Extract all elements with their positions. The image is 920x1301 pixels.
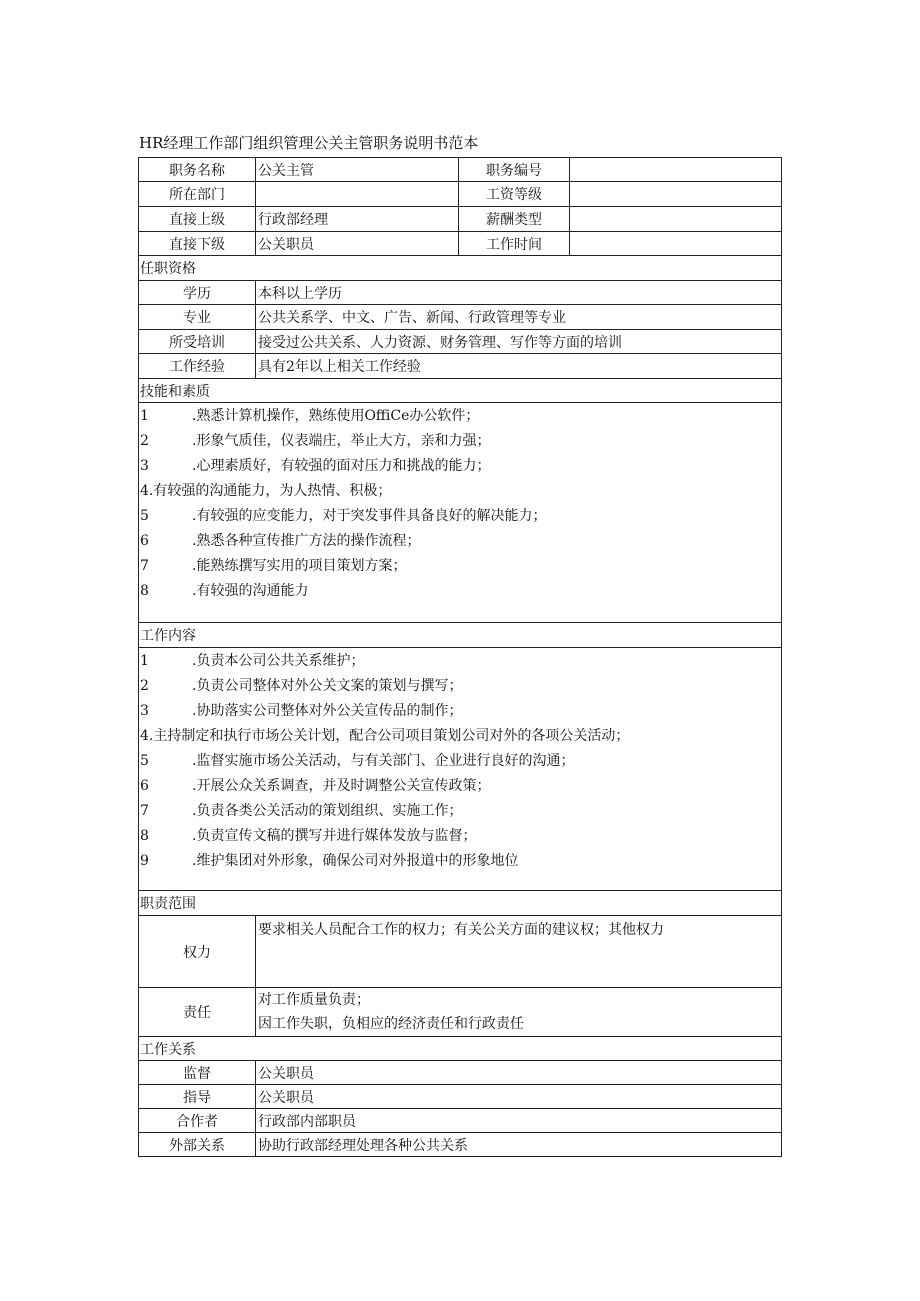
qualification-value: 接受过公共关系、人力资源、财务管理、写作等方面的培训 — [256, 330, 782, 354]
relation-label: 指导 — [139, 1085, 256, 1109]
list-item: 8 .负责宣传文稿的撰写并进行媒体发放与监督； — [140, 828, 477, 844]
basic-value — [256, 182, 459, 207]
list-item: 5 .有较强的应变能力，对于突发事件具备良好的解决能力； — [140, 508, 547, 524]
list-item: 7 .能熟练撰写实用的项目策划方案； — [140, 558, 407, 574]
basic-row — [139, 207, 782, 232]
qualification-label: 学历 — [139, 281, 256, 305]
relation-value: 公关职员 — [256, 1061, 782, 1085]
relation-row — [139, 1109, 782, 1133]
basic-value: 行政部经理 — [256, 207, 459, 232]
relation-label: 外部关系 — [139, 1133, 256, 1157]
job-description-table — [138, 157, 782, 1157]
responsibility-value — [256, 988, 782, 1037]
basic-label: 薪酬类型 — [459, 207, 570, 232]
qualification-label: 工作经验 — [139, 354, 256, 379]
list-item: 6 .开展公众关系调查，并及时调整公关宣传政策； — [140, 778, 491, 794]
list-item: 2 .形象气质佳，仪表端庄，举止大方，亲和力强； — [140, 433, 491, 449]
page-title: HR经理工作部门组织管理公关主管职务说明书范本 — [139, 134, 479, 152]
basic-value: 公关主管 — [256, 158, 459, 182]
basic-label: 工作时间 — [459, 232, 570, 256]
section-skills: 技能和素质 — [139, 379, 782, 403]
relation-label: 监督 — [139, 1061, 256, 1085]
power-value: 要求相关人员配合工作的权力；有关公关方面的建议权；其他权力 — [256, 916, 782, 988]
list-item: 7 .负责各类公关活动的策划组织、实施工作； — [140, 803, 463, 819]
section-duties: 工作内容 — [139, 623, 782, 648]
basic-label: 直接上级 — [139, 207, 256, 232]
qualification-row — [139, 354, 782, 379]
list-item: 6 .熟悉各种宣传推广方法的操作流程； — [140, 533, 421, 549]
list-item: 9 .维护集团对外形象，确保公司对外报道中的形象地位 — [140, 853, 519, 869]
list-item: 4.有较强的沟通能力，为人热情、积极； — [140, 483, 392, 499]
list-item: 5 .监督实施市场公关活动，与有关部门、企业进行良好的沟通； — [140, 753, 575, 769]
responsibility-line: 因工作失职，负相应的经济责任和行政责任 — [258, 1016, 524, 1032]
basic-label: 直接下级 — [139, 232, 256, 256]
section-scope: 职责范围 — [139, 891, 782, 916]
basic-value — [570, 158, 782, 182]
basic-row — [139, 158, 782, 182]
qualification-row — [139, 281, 782, 305]
relation-label: 合作者 — [139, 1109, 256, 1133]
basic-row — [139, 182, 782, 207]
basic-value — [570, 182, 782, 207]
basic-value — [570, 232, 782, 256]
qualification-label: 所受培训 — [139, 330, 256, 354]
duties-list — [139, 648, 782, 891]
list-item: 4.主持制定和执行市场公关计划，配合公司项目策划公司对外的各项公关活动； — [140, 728, 630, 744]
list-item: 2 .负责公司整体对外公关文案的策划与撰写； — [140, 678, 463, 694]
responsibility-line: 对工作质量负责； — [258, 992, 370, 1008]
qualification-row — [139, 305, 782, 330]
relation-row — [139, 1061, 782, 1085]
qualification-value: 本科以上学历 — [256, 281, 782, 305]
list-item: 1 .负责本公司公共关系维护； — [140, 653, 365, 669]
section-qualifications: 任职资格 — [139, 256, 782, 281]
section-relations: 工作关系 — [139, 1037, 782, 1061]
qualification-row — [139, 330, 782, 354]
responsibility-label: 责任 — [139, 988, 256, 1037]
list-item: 3 .协助落实公司整体对外公关宣传品的制作； — [140, 703, 463, 719]
basic-label: 职务编号 — [459, 158, 570, 182]
relation-value: 行政部内部职员 — [256, 1109, 782, 1133]
basic-label: 工资等级 — [459, 182, 570, 207]
basic-label: 所在部门 — [139, 182, 256, 207]
power-label: 权力 — [139, 916, 256, 988]
list-item: 1 .熟悉计算机操作，熟练使用OffiCe办公软件； — [140, 408, 480, 424]
skills-list — [139, 403, 782, 623]
relation-value: 协助行政部经理处理各种公共关系 — [256, 1133, 782, 1157]
basic-value — [570, 207, 782, 232]
qualification-value: 具有2年以上相关工作经验 — [256, 354, 782, 379]
basic-row — [139, 232, 782, 256]
qualification-value: 公共关系学、中文、广告、新闻、行政管理等专业 — [256, 305, 782, 330]
relation-row — [139, 1133, 782, 1157]
list-item: 8 .有较强的沟通能力 — [140, 583, 309, 599]
basic-value: 公关职员 — [256, 232, 459, 256]
relation-row — [139, 1085, 782, 1109]
list-item: 3 .心理素质好，有较强的面对压力和挑战的能力； — [140, 458, 491, 474]
qualification-label: 专业 — [139, 305, 256, 330]
basic-label: 职务名称 — [139, 158, 256, 182]
relation-value: 公关职员 — [256, 1085, 782, 1109]
